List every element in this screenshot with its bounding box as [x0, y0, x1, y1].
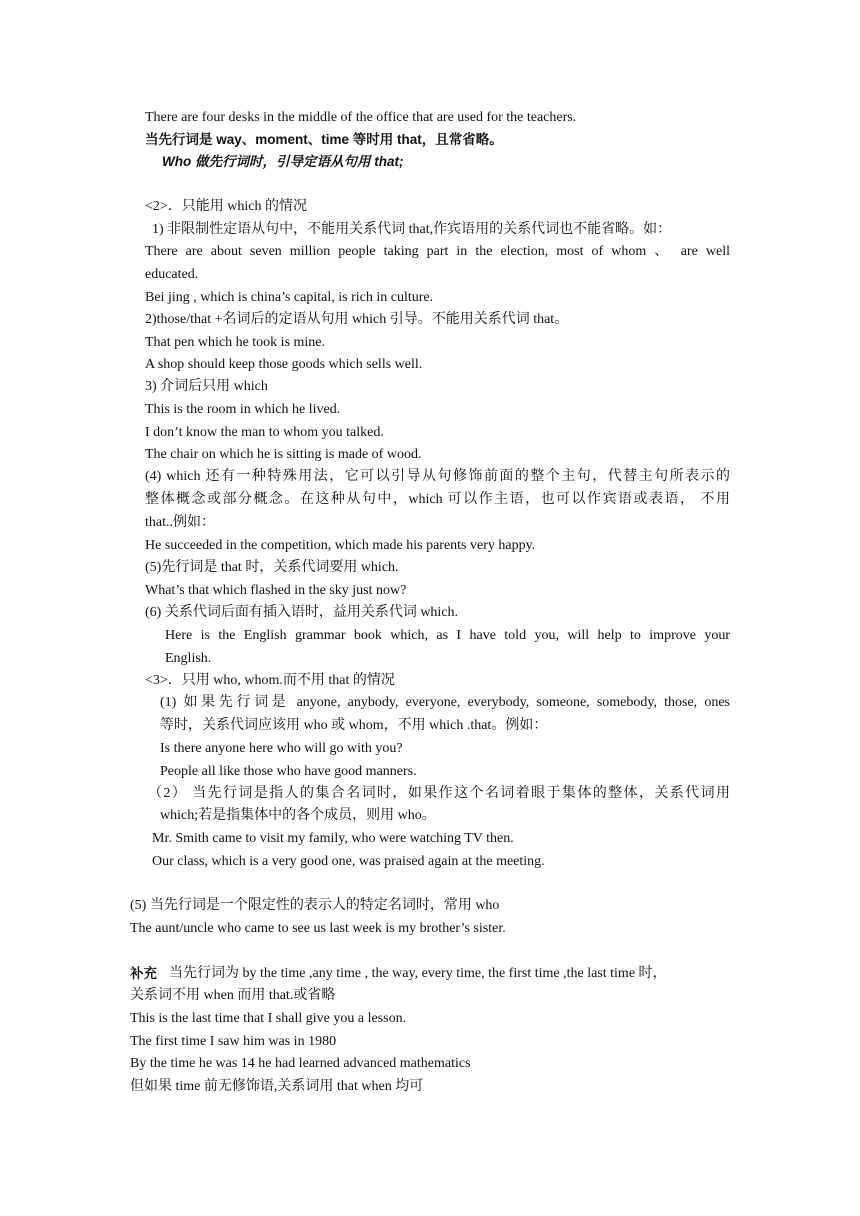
text-line: Here is the English grammar book which, as I have told you, will help to improve your: [165, 628, 730, 643]
text-line: By the time he was 14 he had learned advanced mathematics: [130, 1056, 471, 1071]
text-line: Is there anyone here who will go with you?: [160, 741, 403, 756]
text-line: 但如果 time 前无修饰语,关系词用 that when 均可: [130, 1079, 424, 1094]
text-line: There are about seven million people taking part in the election, most of whom 、 are well: [145, 244, 730, 259]
text-line: 整体概念或部分概念。在这种从句中，which 可以作主语，也可以作宾语或表语， 不用: [145, 492, 730, 507]
text-line: I don’t know the man to whom you talked.: [145, 425, 384, 440]
section-heading: <2>．只能用 which 的情况: [145, 199, 308, 214]
text-line: The first time I saw him was in 1980: [130, 1034, 337, 1049]
text-line: There are four desks in the middle of the office that are used for the teachers.: [145, 110, 577, 125]
text-line: (5)先行词是 that 时，关系代词要用 which.: [145, 560, 399, 575]
text-line: He succeeded in the competition, which made his parents very happy.: [145, 538, 536, 553]
text-line: (4) which 还有一种特殊用法，它可以引导从句修饰前面的整个主句，代替主句所表示的: [145, 469, 730, 484]
text-line: The aunt/uncle who came to see us last week is my brother’s sister.: [130, 921, 506, 936]
text-line: （2） 当先行词是指人的集合名词时，如果作这个名词着眼于集体的整体，关系代词用: [148, 786, 730, 801]
text-line: 2)those/that +名词后的定语从句用 which 引导。不能用关系代词 that。: [145, 312, 569, 327]
text-line: 当先行词为 by the time ,any time , the way, every time, the first time ,the last time 时，: [169, 966, 667, 981]
text-line: (1) 如果先行词是 anyone, anybody, everyone, everybody, someone, somebody, those, ones: [160, 695, 730, 710]
text-line: This is the last time that I shall give you a lesson.: [130, 1011, 407, 1026]
text-line: which;若是指集体中的各个成员，则用 who。: [160, 808, 436, 823]
text-line: Bei jing , which is china’s capital, is rich in culture.: [145, 290, 434, 305]
text-line: People all like those who have good manners.: [160, 764, 417, 779]
text-line: That pen which he took is mine.: [145, 335, 326, 350]
rule-heading: 当先行词是 way、moment、time 等时用 that，且常省略。: [145, 132, 503, 147]
rule-heading: Who 做先行词时，引导定语从句用 that;: [162, 154, 404, 169]
text-line: 1) 非限制性定语从句中，不能用关系代词 that,作宾语用的关系代词也不能省略。如：: [152, 222, 672, 237]
text-line: educated.: [145, 267, 199, 282]
text-line: The chair on which he is sitting is made of wood.: [145, 447, 422, 462]
text-line: Mr. Smith came to visit my family, who were watching TV then.: [152, 831, 514, 846]
section-heading: <3>．只用 who, whom.而不用 that 的情况: [145, 673, 395, 688]
text-line: A shop should keep those goods which sells well.: [145, 357, 423, 372]
text-line: This is the room in which he lived.: [145, 402, 341, 417]
text-line: that..例如：: [145, 515, 215, 530]
text-line: What’s that which flashed in the sky just now?: [145, 583, 407, 598]
text-line: 关系词不用 when 而用 that.或省略: [130, 988, 336, 1003]
text-line: Our class, which is a very good one, was praised again at the meeting.: [152, 854, 545, 869]
supplement-label: 补充: [130, 966, 157, 981]
text-line: English.: [165, 651, 212, 666]
text-line: 3) 介词后只用 which: [145, 379, 268, 394]
text-line: (5) 当先行词是一个限定性的表示人的特定名词时，常用 who: [130, 898, 500, 913]
text-line: 等时，关系代词应该用 who 或 whom，不用 which .that。例如：: [160, 718, 548, 733]
text-line: (6) 关系代词后面有插入语时，益用关系代词 which.: [145, 605, 459, 620]
